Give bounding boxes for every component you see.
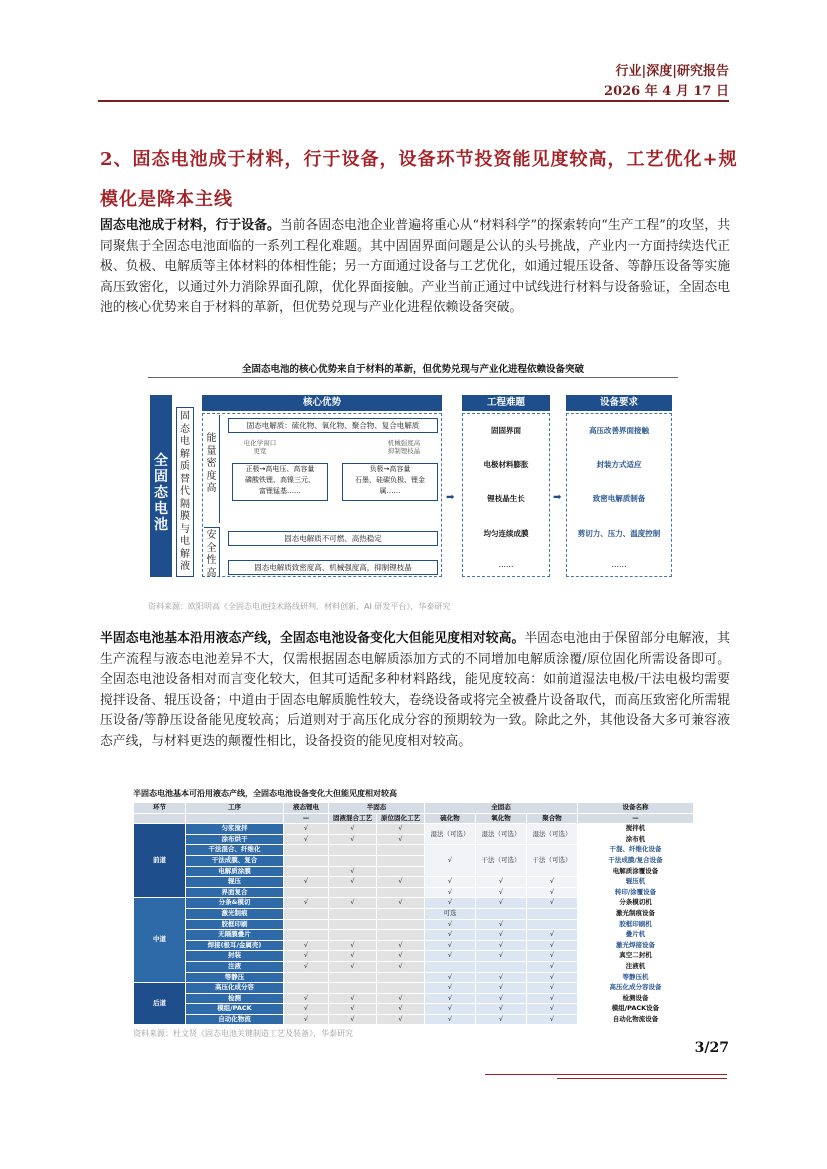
fig1-electrolyte-box: 固态电解质：硫化物、氧化物、聚合物、复合电解质 (228, 418, 438, 433)
equip-cell: 电解质涂覆设备 (578, 866, 694, 877)
table-cell: √ (527, 1004, 578, 1015)
header-divider (98, 100, 729, 102)
th-semi: 半固态 (329, 803, 425, 814)
equip-cell: 检测设备 (578, 993, 694, 1004)
table-cell: √ (284, 877, 329, 888)
fig1-safety-box-2: 固态电解质致密度高、机械强度高，抑制锂枝晶 (228, 560, 438, 575)
equip-cell: 真空二封机 (578, 951, 694, 962)
th-oxide: 氧化物 (476, 813, 527, 824)
footer-rule (557, 1078, 727, 1079)
table-cell (284, 908, 329, 919)
equip-cell: 干混、纤维化设备 (578, 845, 694, 856)
table-cell (527, 919, 578, 930)
paragraph-1-body: 当前各固态电池企业普遍将重心从“材料科学”的探索转向“生产工程”的攻坚，共同聚焦于全固态电池面临的一系列工程化难题。其中固固界面问题是公认的头号挑战，产业内一方面持续迭代正极、负极、电解质等主体材料的体相性能；另一方面通过设备与工艺优化，如通过辊压设备、等静压设备等实施高压致密化，以通过外力消除界面孔隙，优化界面接触。产业当前正通过中试线进行材料与设备验证，全固态电池的核心优势来自于材料的革新，但优势兑现与产业化进程依赖设备突破。 (100, 218, 731, 315)
stage-mid: 中道 (134, 898, 186, 983)
table-cell: √ (476, 972, 527, 983)
table-cell (527, 908, 578, 919)
equip-cell: 胶框印刷机 (578, 919, 694, 930)
fig1-eng-item: 锂枝晶生长 (487, 494, 525, 503)
equip-cell: 激光焊接设备 (578, 940, 694, 951)
stage-back: 后道 (134, 983, 186, 1025)
table-cell: √ (425, 887, 476, 898)
th-liquid: 液态锂电 (284, 803, 329, 814)
proc-cell: 电解质涂膜 (186, 866, 284, 877)
fig1-note-right: 机械强度高 抑制锂枝晶 (387, 439, 421, 455)
figure-1 (148, 355, 678, 600)
paragraph-1-lead: 固态电池成于材料，行于设备。 (100, 218, 280, 233)
table-cell: √ (425, 951, 476, 962)
th-all: 全固态 (425, 803, 578, 814)
table-cell: √ (476, 898, 527, 909)
table-cell: √ (329, 951, 377, 962)
table-cell (284, 930, 329, 941)
th-proc: 工序 (186, 803, 284, 814)
table-cell: √ (377, 877, 425, 888)
proc-cell: 焊接(极耳/金属壳) (186, 940, 284, 951)
proc-cell: 高压化成分容 (186, 983, 284, 994)
fig1-equip-item: 高压改善界面接触 (589, 426, 649, 435)
fig1-equip-item: …… (611, 560, 627, 569)
table-cell: √ (425, 993, 476, 1004)
fig1-left-label: 全固态电池 (150, 395, 172, 577)
equip-cell: 转印/涂覆设备 (578, 887, 694, 898)
table-cell: √ (476, 940, 527, 951)
table-cell: 干法（可选） (476, 845, 527, 877)
proc-cell: 激光制痕 (186, 908, 284, 919)
table-cell (329, 930, 377, 941)
table-cell: √ (476, 1014, 527, 1025)
fig1-sub-label: 固态电解质替代隔膜与电解液 (176, 407, 194, 577)
th-equip: 设备名称 (578, 803, 694, 814)
equip-cell: 干法成膜/复合设备 (578, 855, 694, 866)
proc-cell: 封装 (186, 951, 284, 962)
table-cell (284, 972, 329, 983)
fig1-safety-box-1: 固态电解质不可燃、高热稳定 (228, 531, 438, 546)
fig1-core-header: 核心优势 (202, 395, 442, 411)
th-sulfide: 硫化物 (425, 813, 476, 824)
equip-cell: 涂布机 (578, 834, 694, 845)
table-cell: √ (377, 940, 425, 951)
table-cell (377, 983, 425, 994)
equip-cell: 模组/PACK设备 (578, 1004, 694, 1015)
proc-cell: 辊压 (186, 877, 284, 888)
th-blank (134, 813, 186, 824)
table-cell: 湿法（可选） (425, 824, 476, 845)
table-cell: √ (377, 1004, 425, 1015)
table-cell (476, 961, 527, 972)
equip-cell: 注液机 (578, 961, 694, 972)
table-cell: √ (377, 1014, 425, 1025)
table-cell (377, 908, 425, 919)
arrow-icon: ➡ (446, 492, 455, 503)
table-cell (284, 919, 329, 930)
equip-cell: 分条模切机 (578, 898, 694, 909)
table-cell (476, 908, 527, 919)
table-cell: √ (425, 1004, 476, 1015)
figure-2 (133, 788, 693, 1039)
figure-2-source: 资料来源：杜文贤《固态电池关键制造工艺及装备》，华泰研究 (133, 1029, 353, 1039)
figure-1-source: 资料来源：欧阳明高《全固态电池技术路线研判、材料创新、AI 研发平台》，华泰研究 (148, 602, 451, 611)
table-cell: √ (377, 898, 425, 909)
table-cell: √ (329, 961, 377, 972)
table-cell: √ (527, 961, 578, 972)
equip-cell: 等静压机 (578, 972, 694, 983)
proc-cell: 涂布烘干 (186, 834, 284, 845)
equipment-table (133, 802, 694, 1025)
table-cell (377, 855, 425, 866)
equip-cell: 叠片机 (578, 930, 694, 941)
proc-cell: 模组/PACK (186, 1004, 284, 1015)
table-cell: √ (476, 983, 527, 994)
table-cell: √ (425, 930, 476, 941)
table-cell: √ (527, 940, 578, 951)
table-cell (284, 887, 329, 898)
fig1-equip-item: 剪切力、压力、温度控制 (577, 529, 661, 538)
page-number: 3/27 (694, 1040, 729, 1056)
fig1-eng-item: 电极材料膨胀 (483, 460, 529, 469)
fig1-anode-box: 负极→高容量 石墨、硅碳负极、锂金 属…… (342, 463, 438, 501)
equip-cell: 辊压机 (578, 877, 694, 888)
fig1-cathode-box: 正极→高电压、高容量 磷酸铁锂、高镍三元、 富锂锰基…… (232, 463, 328, 501)
fig1-eng-item: 均匀连续成膜 (483, 529, 529, 538)
table-cell (377, 887, 425, 898)
table-cell: √ (476, 1004, 527, 1015)
figure-2-title: 半固态电池基本可沿用液态产线，全固态电池设备变化大但能见度相对较高 (133, 789, 397, 798)
table-cell: 湿法（可选） (527, 824, 578, 845)
fig1-equip-header: 设备要求 (566, 395, 672, 411)
table-cell: √ (476, 919, 527, 930)
table-cell: √ (527, 1014, 578, 1025)
equip-cell: 高压化成分容设备 (578, 983, 694, 994)
table-cell (377, 930, 425, 941)
table-cell: √ (527, 887, 578, 898)
table-cell: √ (284, 898, 329, 909)
table-cell: √ (329, 993, 377, 1004)
table-cell: √ (284, 824, 329, 835)
table-cell (329, 845, 377, 856)
table-cell: 湿法（可选） (476, 824, 527, 845)
table-cell: √ (425, 845, 476, 877)
table-cell (329, 887, 377, 898)
table-cell (329, 855, 377, 866)
table-cell (377, 845, 425, 856)
header-tag: 行业|深度|研究报告 (615, 64, 729, 79)
table-cell: √ (425, 877, 476, 888)
table-cell: √ (284, 940, 329, 951)
proc-cell: 检测 (186, 993, 284, 1004)
table-cell: √ (527, 951, 578, 962)
fig1-eng-item: …… (498, 560, 514, 569)
table-cell: √ (284, 834, 329, 845)
paragraph-2-body: 半固态电池由于保留部分电解液，其生产流程与液态电池差异不大，仅需根据固态电解质添加方式的不同增加电解质涂覆/原位固化所需设备即可。全固态电池设备相对而言变化较大，但其可适配多种材料路线，能见度较高：如前道湿法电极/干法电极均需要搅拌设备、辊压设备；中道由于固态电解质脆性较大，卷绕设备或将完全被叠片设备取代，而高压致密化所需辊压设备/等静压设备能见度较高；后道则对于高压化成分容的预期较为一致。除此之外，其他设备大多可兼容液态产线，与材料更迭的颠覆性相比，设备投资的能见度相对较高。 (100, 631, 731, 749)
proc-cell: 干法成膜、复合 (186, 855, 284, 866)
table-cell: √ (329, 834, 377, 845)
th-blank (186, 813, 284, 824)
proc-cell: 无隔膜叠片 (186, 930, 284, 941)
table-cell (329, 908, 377, 919)
paragraph-2 (100, 629, 730, 752)
section-title: 2、固态电池成于材料，行于设备，设备环节投资能见度较高，工艺优化+规模化是降本主线 (100, 149, 738, 210)
table-cell: √ (377, 961, 425, 972)
proc-cell: 等静压 (186, 972, 284, 983)
table-cell (377, 919, 425, 930)
table-cell: √ (425, 898, 476, 909)
equip-cell: 自动化物流设备 (578, 1014, 694, 1025)
fig1-safety-label: 安全性高 (204, 527, 220, 577)
table-cell (284, 845, 329, 856)
table-cell: √ (284, 993, 329, 1004)
table-cell (329, 919, 377, 930)
table-cell: √ (476, 951, 527, 962)
table-cell: √ (377, 993, 425, 1004)
table-cell: √ (527, 972, 578, 983)
th-stage: 环节 (134, 803, 186, 814)
table-cell: √ (425, 940, 476, 951)
proc-cell: 注液 (186, 961, 284, 972)
equip-cell: 搅拌机 (578, 824, 694, 835)
table-cell: √ (425, 983, 476, 994)
table-cell: √ (377, 951, 425, 962)
table-cell: √ (377, 824, 425, 835)
figure-1-rule (148, 377, 678, 378)
figure-1-title: 全固态电池的核心优势来自于材料的革新，但优势兑现与产业化进程依赖设备突破 (241, 364, 584, 375)
table-cell (284, 855, 329, 866)
table-cell: √ (284, 1014, 329, 1025)
table-cell: √ (527, 898, 578, 909)
table-cell: √ (329, 824, 377, 835)
table-cell: 可选 (425, 908, 476, 919)
th-polymer: 聚合物 (527, 813, 578, 824)
table-cell: √ (329, 898, 377, 909)
table-cell: √ (527, 877, 578, 888)
fig1-equip-item: 封装方式适应 (596, 460, 642, 469)
fig1-equip-item: 致密电解质制备 (592, 494, 646, 503)
footer-rule (485, 1074, 727, 1075)
th-semi2: 原位固化工艺 (377, 813, 425, 824)
table-cell: √ (476, 887, 527, 898)
table-cell: √ (329, 866, 377, 877)
table-cell: √ (476, 877, 527, 888)
table-cell: √ (329, 940, 377, 951)
equip-cell: 激光制痕设备 (578, 908, 694, 919)
table-cell: √ (476, 993, 527, 1004)
table-cell: √ (425, 972, 476, 983)
proc-cell: 匀浆搅拌 (186, 824, 284, 835)
table-cell: √ (425, 919, 476, 930)
proc-cell: 自动化物流 (186, 1014, 284, 1025)
table-cell: √ (527, 983, 578, 994)
table-cell (377, 972, 425, 983)
table-cell: √ (284, 1004, 329, 1015)
table-cell: √ (329, 877, 377, 888)
table-cell: 干法（可选） (527, 845, 578, 877)
table-cell (329, 972, 377, 983)
table-cell (284, 983, 329, 994)
table-cell: √ (329, 1004, 377, 1015)
table-cell: √ (284, 961, 329, 972)
th-dash2: — (578, 813, 694, 824)
table-cell (284, 866, 329, 877)
table-cell: √ (425, 1014, 476, 1025)
paragraph-1 (100, 216, 730, 319)
fig1-energy-label: 能量密度高 (204, 415, 220, 523)
table-cell (329, 983, 377, 994)
table-cell: √ (476, 930, 527, 941)
arrow-icon: ➡ (553, 492, 562, 503)
fig1-eng-header: 工程难题 (462, 395, 550, 411)
table-cell: √ (527, 930, 578, 941)
th-semi1: 固液混合工艺 (329, 813, 377, 824)
table-cell: √ (527, 993, 578, 1004)
proc-cell: 干法混合、纤维化 (186, 845, 284, 856)
proc-cell: 分条&模切 (186, 898, 284, 909)
stage-front: 前道 (134, 824, 186, 898)
fig1-eng-item: 固固界面 (491, 426, 521, 435)
header-date: 2026 年 4 月 17 日 (604, 84, 729, 99)
table-cell (425, 961, 476, 972)
paragraph-2-lead: 半固态电池基本沿用液态产线，全固态电池设备变化大但能见度相对较高。 (100, 631, 525, 646)
table-cell: √ (377, 834, 425, 845)
table-cell (377, 866, 425, 877)
table-cell: √ (284, 951, 329, 962)
proc-cell: 界面复合 (186, 887, 284, 898)
fig1-note-left: 电化学窗口 更宽 (243, 439, 277, 455)
proc-cell: 胶框印刷 (186, 919, 284, 930)
th-dash: — (284, 813, 329, 824)
table-cell: √ (329, 1014, 377, 1025)
